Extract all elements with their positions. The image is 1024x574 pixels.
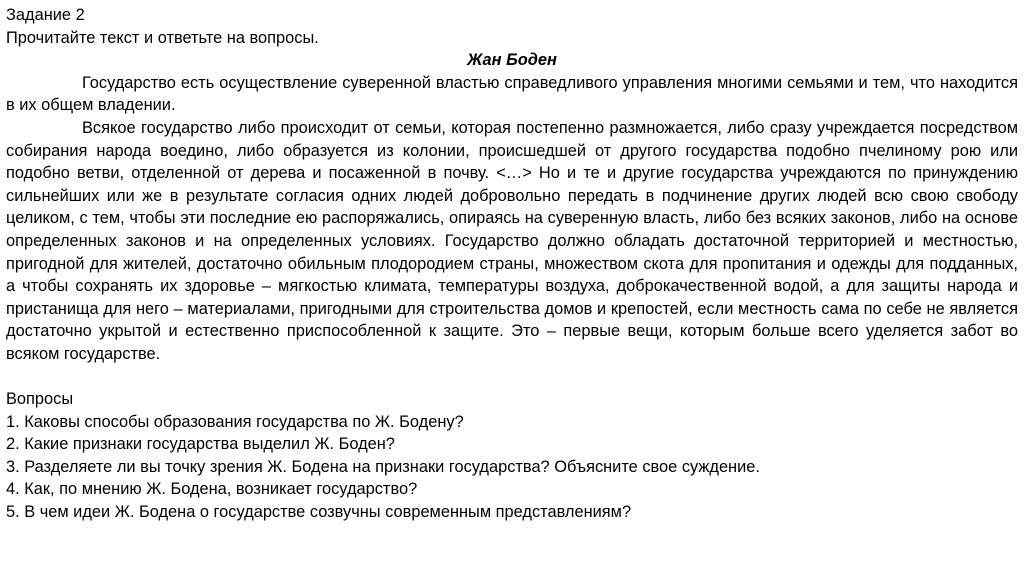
- question-item: 3. Разделяете ли вы точку зрения Ж. Бодена на признаки государства? Объясните свое суждение.: [6, 457, 760, 476]
- questions-heading: Вопросы: [6, 390, 74, 409]
- task-instruction: Прочитайте текст и ответьте на вопросы.: [6, 28, 319, 47]
- blank-line: [6, 366, 1018, 389]
- task-label: Задание 2: [6, 6, 85, 24]
- text-paragraph-2: Всякое государство либо происходит от семьи, которая постепенно размножается, либо сразу учреждается посредством собирания народа воедино, либо образуется из колонии, происшедшей от другого государства подобно пчелиному рою или подобно ветви, отделенной от дерева и посаженной в почву. <…> Но и те и другие государства учреждаются по принуждению сильнейших или же в результате согласия одних людей добровольно передать в подчинение других людей всю свою свободу целиком, с тем, чтобы эти последние ею распоряжались, опираясь на суверенную власть, либо без всяких законов, либо на основе определенных законов и на определенных условиях. Государство должно обладать достаточной территорией и местностью, пригодной для жителей, достаточно обильным плодородием страны, множеством скота для пропитания и одежды для подданных, а чтобы сохранять их здоровье – мягкостью климата, температуры воздуха, доброкачественной водой, а для защиты народа и пристанища для него – материалами, пригодными для строительства домов и крепостей, если местность сама по себе не является достаточно укрытой и естественно приспособленной к защите. Это – первые вещи, которым больше всего уделяется забот во всяком государстве.: [6, 118, 1018, 363]
- question-item: 2. Какие признаки государства выделил Ж. Боден?: [6, 435, 395, 454]
- question-item: 4. Как, по мнению Ж. Бодена, возникает государство?: [6, 480, 418, 499]
- question-item: 1. Каковы способы образования государства по Ж. Бодену?: [6, 412, 464, 431]
- question-item: 5. В чем идеи Ж. Бодена о государстве созвучны современным представлениям?: [6, 503, 632, 522]
- text-paragraph-1: Государство есть осуществление суверенной властью справедливого управления многими семьями и тем, что находится в их общем владении.: [6, 73, 1018, 115]
- text-author-title: Жан Боден: [467, 51, 557, 70]
- questions-section: [6, 388, 1018, 524]
